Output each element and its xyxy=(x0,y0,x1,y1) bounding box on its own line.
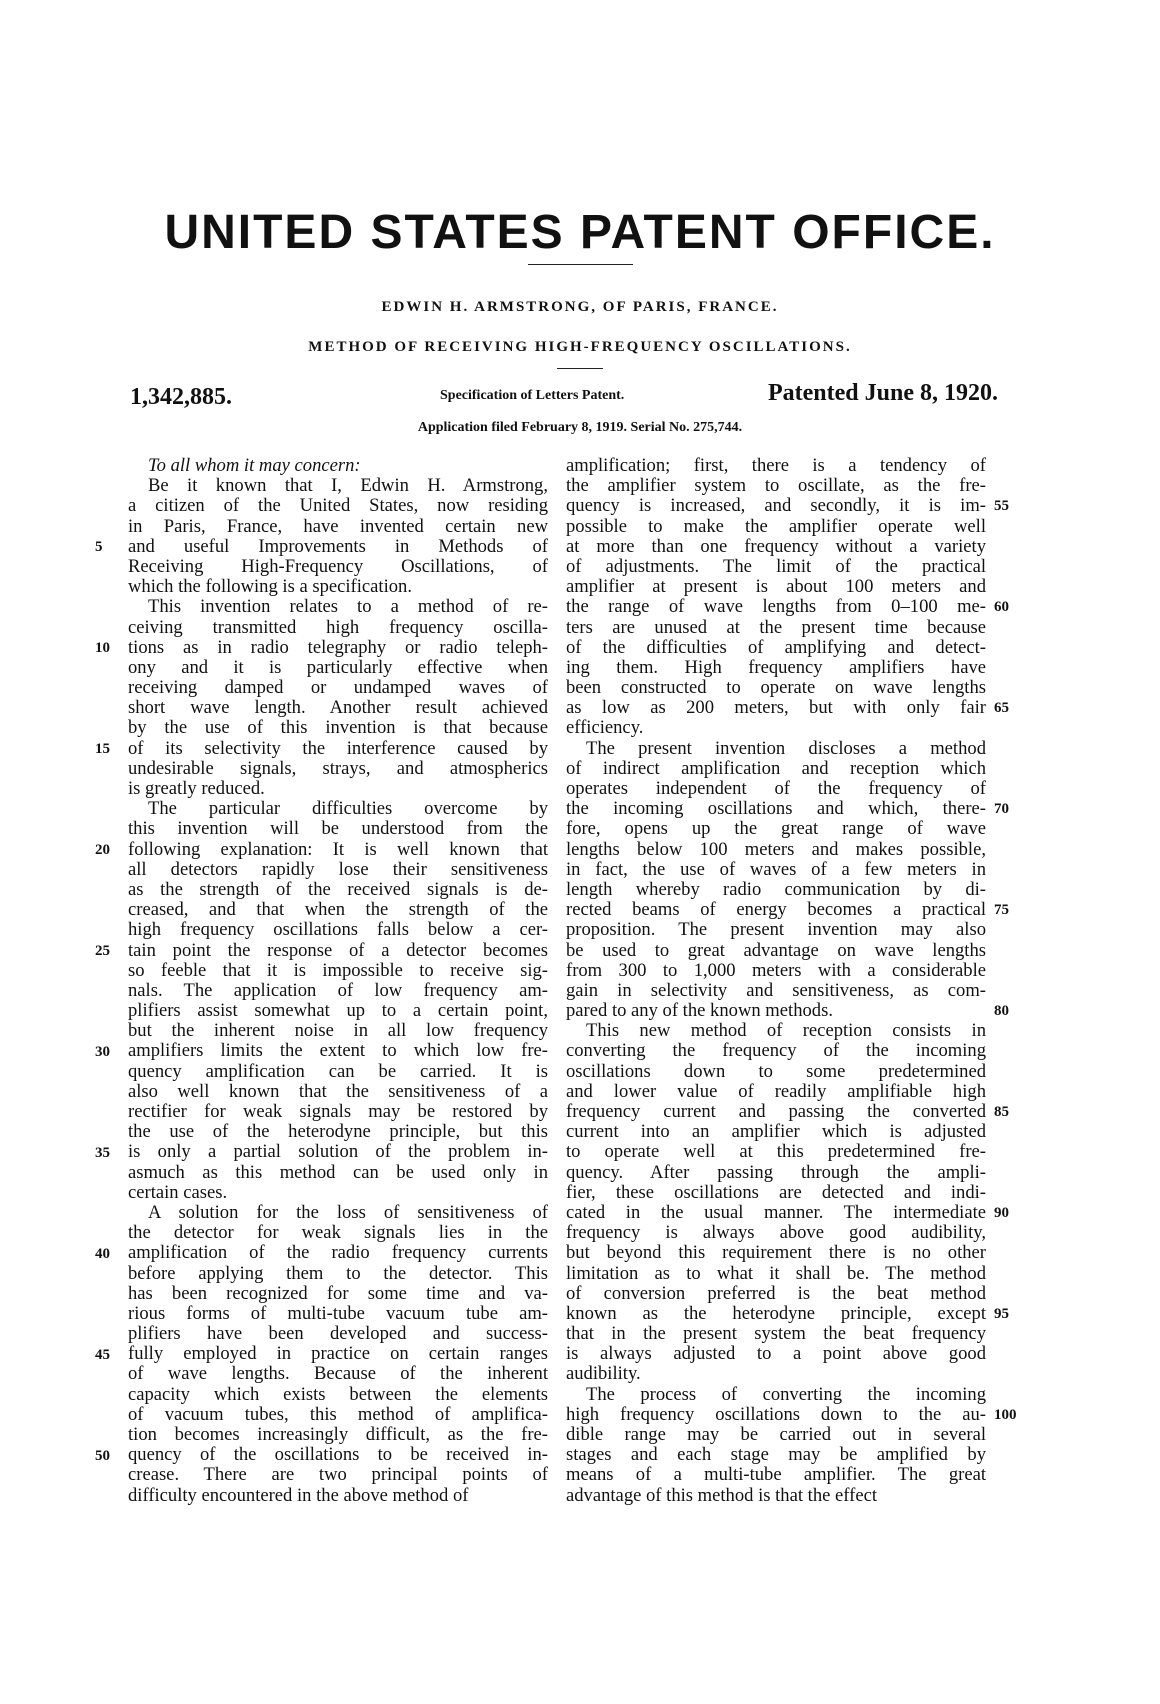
text-line: asmuch as this method can be used only in xyxy=(128,1162,548,1183)
line-number: 95 xyxy=(994,1306,1009,1323)
text-line: the range of wave lengths from 0–100 me- xyxy=(566,597,986,618)
text-line: is greatly reduced. xyxy=(128,779,265,799)
text-line: so feeble that it is impossible to receive sig- xyxy=(128,960,548,981)
text-line: nals. The application of low frequency am- xyxy=(128,980,548,1001)
text-line: known as the heterodyne principle, except xyxy=(566,1303,986,1324)
line-number: 85 xyxy=(994,1104,1009,1121)
text-line: be used to great advantage on wave lengths xyxy=(566,940,986,961)
text-line: The present invention discloses a method xyxy=(586,738,986,759)
text-line: tions as in radio telegraphy or radio teleph- xyxy=(128,637,548,658)
text-line: undesirable signals, strays, and atmospherics xyxy=(128,758,548,779)
text-line: rectifier for weak signals may be restored by xyxy=(128,1102,548,1122)
text-line: operates independent of the frequency of xyxy=(566,779,986,799)
text-line: stages and each stage may be amplified by xyxy=(566,1445,986,1466)
text-line: quency. After passing through the ampli- xyxy=(566,1162,986,1183)
text-line: gain in selectivity and sensitiveness, as com- xyxy=(566,980,986,1001)
text-line: as the strength of the received signals is de- xyxy=(128,879,548,900)
text-line: high frequency oscillations falls below a cer- xyxy=(128,920,548,941)
text-line: crease. There are two principal points of xyxy=(128,1465,548,1486)
text-line: all detectors rapidly lose their sensitiveness xyxy=(128,859,548,880)
text-line: of vacuum tubes, this method of amplifica- xyxy=(128,1404,548,1425)
text-line: length whereby radio communication by di- xyxy=(566,879,986,900)
text-line: in Paris, France, have invented certain new xyxy=(128,516,548,537)
left-column xyxy=(128,456,548,1506)
text-line: been constructed to operate on wave lengths xyxy=(566,678,986,699)
text-line: cated in the usual manner. The intermediate xyxy=(566,1202,986,1223)
text-line: current into an amplifier which is adjusted xyxy=(566,1122,986,1143)
text-line: ceiving transmitted high frequency oscilla- xyxy=(128,617,548,638)
patent-number: 1,342,885. xyxy=(130,384,232,410)
text-line: but beyond this requirement there is no other xyxy=(566,1243,986,1264)
invention-title: METHOD OF RECEIVING HIGH-FREQUENCY OSCILLATIONS. xyxy=(308,339,852,355)
text-line: a citizen of the United States, now residing xyxy=(128,496,548,517)
text-line: quency amplification can be carried. It is xyxy=(128,1061,548,1082)
text-line: ing them. High frequency amplifiers have xyxy=(566,657,986,678)
text-line: possible to make the amplifier operate well xyxy=(566,516,986,537)
text-line: plifiers have been developed and success- xyxy=(128,1324,548,1345)
text-line: The process of converting the incoming xyxy=(586,1384,986,1405)
text-line: Receiving High-Frequency Oscillations, of xyxy=(128,556,548,577)
text-line: quency of the oscillations to be received in- xyxy=(128,1445,548,1466)
text-line: efficiency. xyxy=(566,718,644,739)
text-line: that in the present system the beat frequency xyxy=(566,1324,986,1345)
text-line: certain cases. xyxy=(128,1182,228,1203)
text-line: the amplifier system to oscillate, as the fre- xyxy=(566,476,986,497)
text-line: creased, and that when the strength of the xyxy=(128,900,548,921)
text-line: limitation as to what it shall be. The method xyxy=(566,1263,986,1284)
line-number: 45 xyxy=(95,1346,110,1363)
text-line: tain point the response of a detector becomes xyxy=(128,940,548,961)
text-line: proposition. The present invention may also xyxy=(566,920,986,941)
text-line: short wave length. Another result achieved xyxy=(128,698,548,719)
line-number: 30 xyxy=(95,1043,110,1060)
text-line: is only a partial solution of the problem in- xyxy=(128,1142,548,1163)
text-line: audibility. xyxy=(566,1364,641,1385)
text-line: by the use of this invention is that because xyxy=(128,718,548,739)
text-line: ters are unused at the present time because xyxy=(566,617,986,638)
text-line: the use of the heterodyne principle, but this xyxy=(128,1122,548,1143)
text-line: The particular difficulties overcome by xyxy=(148,799,548,820)
text-line: capacity which exists between the elements xyxy=(128,1384,548,1405)
text-line: following explanation: It is well known that xyxy=(128,839,548,860)
text-line: rious forms of multi-tube vacuum tube am- xyxy=(128,1303,548,1324)
text-line: converting the frequency of the incoming xyxy=(566,1041,986,1062)
office-title: UNITED STATES PATENT OFFICE. xyxy=(164,206,996,259)
text-line: This invention relates to a method of re- xyxy=(148,597,548,618)
line-number: 20 xyxy=(95,841,110,858)
text-line: plifiers assist somewhat up to a certain point, xyxy=(128,1001,548,1022)
line-number: 25 xyxy=(95,942,110,959)
text-line: frequency current and passing the converted xyxy=(566,1102,986,1122)
text-line: amplifiers limits the extent to which low fre- xyxy=(128,1041,548,1062)
text-line: Be it known that I, Edwin H. Armstrong, xyxy=(148,476,548,497)
specification-label: Specification of Letters Patent. xyxy=(440,388,625,403)
text-line: ony and it is particularly effective when xyxy=(128,657,548,678)
line-number: 35 xyxy=(95,1144,110,1161)
text-line: of the difficulties of amplifying and detect- xyxy=(566,637,986,658)
text-line: difficulty encountered in the above method of xyxy=(128,1485,469,1506)
title-rule xyxy=(528,264,633,265)
line-number: 40 xyxy=(95,1245,110,1262)
text-line: amplification; first, there is a tendency of xyxy=(566,456,986,476)
inventor-line: EDWIN H. ARMSTRONG, OF PARIS, FRANCE. xyxy=(381,299,779,315)
text-line: at more than one frequency without a variety xyxy=(566,536,986,557)
line-number: 50 xyxy=(95,1447,110,1464)
text-line: To all whom it may concern: xyxy=(148,456,361,476)
text-line: before applying them to the detector. This xyxy=(128,1263,548,1284)
text-line: high frequency oscillations down to the au- xyxy=(566,1404,986,1425)
text-line: fully employed in practice on certain ranges xyxy=(128,1344,548,1365)
line-number: 10 xyxy=(95,639,110,656)
line-number: 15 xyxy=(95,740,110,757)
line-number: 60 xyxy=(994,599,1009,616)
line-number: 80 xyxy=(994,1003,1009,1020)
text-line: dible range may be carried out in several xyxy=(566,1425,986,1445)
text-line: This new method of reception consists in xyxy=(586,1021,986,1042)
text-line: the incoming oscillations and which, there- xyxy=(566,799,986,820)
text-line: oscillations down to some predetermined xyxy=(566,1061,986,1082)
line-number: 100 xyxy=(994,1407,1017,1424)
text-line: lengths below 100 meters and makes possible, xyxy=(566,839,986,860)
text-line: as low as 200 meters, but with only fair xyxy=(566,698,986,719)
right-column xyxy=(566,456,986,1506)
text-line: rected beams of energy becomes a practical xyxy=(566,900,986,921)
line-number: 55 xyxy=(994,498,1009,515)
line-number: 70 xyxy=(994,801,1009,818)
text-line: is always adjusted to a point above good xyxy=(566,1344,986,1365)
line-number: 65 xyxy=(994,700,1009,717)
line-number: 90 xyxy=(994,1205,1009,1222)
text-line: fier, these oscillations are detected and indi- xyxy=(566,1182,986,1203)
text-line: in fact, the use of waves of a few meters in xyxy=(566,859,986,880)
text-line: this invention will be understood from the xyxy=(128,819,548,840)
text-line: and useful Improvements in Methods of xyxy=(128,536,548,557)
text-line: from 300 to 1,000 meters with a considerable xyxy=(566,960,986,981)
text-line: also well known that the sensitiveness of a xyxy=(128,1081,548,1102)
text-line: has been recognized for some time and va- xyxy=(128,1283,548,1304)
line-number: 75 xyxy=(994,902,1009,919)
text-line: fore, opens up the great range of wave xyxy=(566,819,986,840)
text-line: quency is increased, and secondly, it is im- xyxy=(566,496,986,517)
patented-date: Patented June 8, 1920. xyxy=(768,380,998,406)
text-line: amplifier at present is about 100 meters and xyxy=(566,577,986,598)
text-line: which the following is a specification. xyxy=(128,577,412,598)
text-line: of adjustments. The limit of the practical xyxy=(566,556,986,577)
text-line: receiving damped or undamped waves of xyxy=(128,678,548,699)
text-line: frequency is always above good audibility, xyxy=(566,1223,986,1244)
text-line: but the inherent noise in all low frequency xyxy=(128,1021,548,1042)
text-line: and lower value of readily amplifiable high xyxy=(566,1081,986,1102)
text-line: advantage of this method is that the effect xyxy=(566,1485,878,1506)
text-line: to operate well at this predetermined fre- xyxy=(566,1142,986,1163)
text-line: of conversion preferred is the beat method xyxy=(566,1283,986,1304)
text-line: pared to any of the known methods. xyxy=(566,1001,833,1022)
application-line: Application filed February 8, 1919. Serial No. 275,744. xyxy=(417,420,743,435)
text-line: means of a multi-tube amplifier. The great xyxy=(566,1465,986,1486)
text-line: of its selectivity the interference caused by xyxy=(128,738,548,759)
text-line: tion becomes increasingly difficult, as the fre- xyxy=(128,1425,548,1445)
title-rule-small xyxy=(557,368,603,369)
text-line: of indirect amplification and reception which xyxy=(566,758,986,779)
text-line: amplification of the radio frequency currents xyxy=(128,1243,548,1264)
text-line: A solution for the loss of sensitiveness of xyxy=(148,1202,548,1223)
line-number: 5 xyxy=(95,538,103,555)
text-line: of wave lengths. Because of the inherent xyxy=(128,1364,548,1385)
text-line: the detector for weak signals lies in the xyxy=(128,1223,548,1244)
